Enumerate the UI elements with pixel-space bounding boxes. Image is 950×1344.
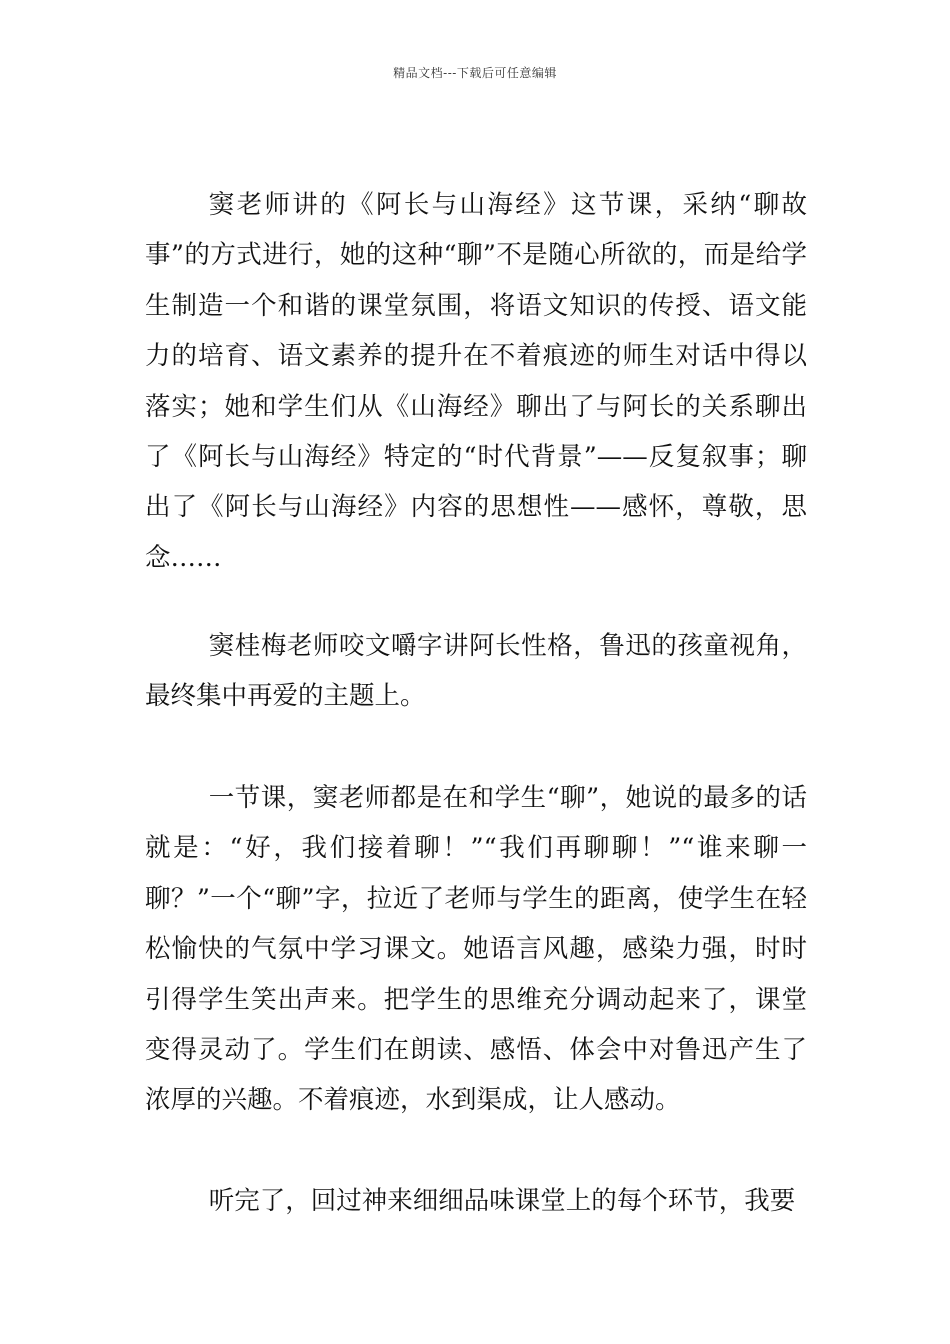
paragraph-1: 窦老师讲的《阿长与山海经》这节课，采纳“聊故事”的方式进行，她的这种“聊”不是随心所欲的，而是给学生制造一个和谐的课堂氛围，将语文知识的传授、语文能力的培育、语文素养的提升在不着痕迹的师生对话中得以落实；她和学生们从《山海经》聊出了与阿长的关系聊出了《阿长与山海经》特定的“时代背景”——反复叙事；聊出了《阿长与山海经》内容的思想性——感怀，尊敬，思念……	[145, 190, 807, 573]
paragraph-4: 听完了，回过神来细细品味课堂上的每个环节，我要	[208, 1186, 796, 1216]
page-header: 精品文档---下载后可任意编辑	[393, 66, 557, 80]
paragraph-2: 窦桂梅老师咬文嚼字讲阿长性格，鲁迅的孩童视角，最终集中再爱的主题上。	[145, 631, 807, 712]
paragraph-3: 一节课，窦老师都是在和学生“聊”，她说的最多的话就是：“好，我们接着聊！”“我们再聊聊！”“谁来聊一聊？”一个“聊”字，拉近了老师与学生的距离，使学生在轻松愉快的气氛中学习课文。她语言风趣，感染力强，时时引得学生笑出声来。把学生的思维充分调动起来了，课堂变得灵动了。学生们在朗读、感悟、体会中对鲁迅产生了浓厚的兴趣。不着痕迹，水到渠成，让人感动。	[145, 783, 807, 1116]
